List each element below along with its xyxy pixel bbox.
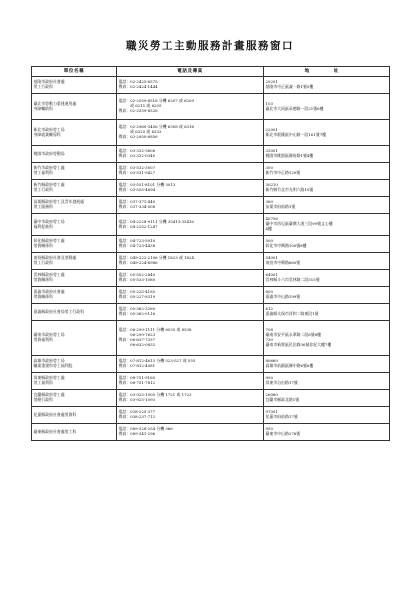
- phone-cell-line: 傳真：08-751-7812: [118, 380, 156, 385]
- phone-cell-line: 或 6211 或 6205: [118, 103, 162, 109]
- phone-cell-line: 傳真：06-637-7337: [118, 337, 156, 342]
- phone-cell-line: 電話：05-362-3280: [118, 306, 156, 312]
- phone-cell: [117, 77, 264, 94]
- table-row: [32, 270, 390, 287]
- address-cell-line: 20201: [265, 79, 278, 85]
- unit-cell: [32, 214, 117, 236]
- unit-cell-line: 新竹市政府勞工處: [33, 165, 65, 171]
- address-cell-line: 30210: [265, 182, 278, 188]
- unit-cell: [32, 163, 117, 180]
- address-cell-line: 950: [265, 426, 273, 432]
- unit-cell: [32, 304, 117, 321]
- unit-cell: [32, 253, 117, 270]
- unit-cell: [32, 180, 117, 197]
- unit-cell-line: 宜蘭縣政府勞工處: [33, 392, 65, 398]
- phone-cell-line: 傳真：03-555-4694: [118, 187, 156, 192]
- phone-cell: [117, 270, 264, 287]
- address-cell-line: 高雄市前鎮區縣中路6號6樓: [265, 363, 314, 368]
- table-row: [32, 373, 390, 390]
- address-cell-line: 臺北市大同區承德路一段21號6樓: [265, 105, 324, 111]
- address-cell-line: 708: [265, 327, 273, 333]
- unit-cell-line: 勞資關係科: [33, 277, 53, 282]
- table-row: [32, 163, 390, 180]
- phone-cell-line: 電話：04-723-5010: [118, 238, 156, 244]
- phone-cell-line: 電話：089-328-254 分機 366: [118, 426, 173, 432]
- unit-cell-line: 新北市政府勞工局: [33, 126, 65, 132]
- unit-cell-line: 高雄市政府勞工局: [33, 358, 65, 364]
- address-cell-line: 花蓮市府前路17號: [265, 414, 298, 419]
- phone-cell-line: 傳真：02-2950-6856: [118, 133, 158, 139]
- phone-cell-line: 傳真：03-531-9427: [118, 170, 156, 175]
- address-cell-line: 612: [265, 306, 273, 312]
- address-cell: [264, 424, 390, 441]
- unit-cell-line: 雲林縣政府勞工處: [33, 272, 65, 278]
- table-row: [32, 424, 390, 441]
- unit-cell-line: 屏東縣政府勞工處: [33, 375, 65, 381]
- unit-cell-line: 花蓮縣政府社會處勞資科: [33, 411, 77, 417]
- header-address: 地 址: [264, 67, 390, 77]
- table-row: [32, 390, 390, 407]
- address-cell-line: 嘉義市中山路199號: [265, 294, 301, 299]
- unit-cell-line: 勞資福利科: [33, 337, 53, 342]
- address-cell-line: 桃園市桃園區縣府路1號4樓: [265, 153, 314, 158]
- unit-cell: [32, 407, 117, 424]
- phone-cell-line: 電話：02-2425-6575: [118, 79, 158, 85]
- unit-cell-line: 嘉義縣政府社會局勞工行政科: [33, 308, 85, 314]
- unit-cell-line: 勞工行政科: [33, 84, 53, 89]
- address-cell: [264, 120, 390, 146]
- unit-cell-line: 勞工福利科: [33, 170, 53, 175]
- address-cell: [264, 373, 390, 390]
- unit-cell-line: 福利促進科: [33, 223, 53, 229]
- phone-cell-line: 傳真：03-925-1093: [118, 397, 156, 402]
- phone-cell-line: 電話：03-532-3007: [118, 165, 156, 171]
- phone-cell: [117, 390, 264, 407]
- address-cell-line: 64001: [265, 272, 278, 278]
- phone-cell: [117, 287, 264, 304]
- unit-cell: [32, 321, 117, 356]
- phone-cell: [117, 321, 264, 356]
- table-row: [32, 180, 390, 197]
- unit-cell-line: 基隆市政府社會處: [33, 79, 65, 85]
- phone-cell: [117, 304, 264, 321]
- phone-cell: [117, 424, 264, 441]
- unit-cell: [32, 94, 117, 120]
- phone-cell: [117, 356, 264, 373]
- phone-cell-line: 傳真：049-224-6986: [118, 260, 158, 265]
- address-cell-line: 宜蘭市縣政北路1號: [265, 397, 300, 402]
- address-cell-line: 97001: [265, 409, 278, 415]
- table-row: [32, 94, 390, 120]
- table-row: [32, 77, 390, 94]
- unit-cell-line: 身障輔助科: [33, 105, 53, 111]
- phone-cell-line: 電話：03-332-3606: [118, 148, 156, 154]
- address-cell-line: 500: [265, 238, 273, 244]
- address-cell-line: 臺南市新營區民治路36號非紀大樓7樓: [265, 341, 332, 347]
- address-cell-line: 新北市板橋區中山路一段161號7樓: [265, 131, 326, 137]
- phone-cell: [117, 214, 264, 236]
- address-cell-line: 雲林縣斗六市雲林路二段515號: [265, 277, 320, 282]
- phone-cell-line: 電話：05-552-2840: [118, 272, 156, 278]
- phone-cell-line: 或 6325 或 6333: [118, 129, 162, 135]
- address-cell-line: 新竹市中正路120號: [265, 170, 301, 175]
- phone-cell-line: 傳真：02-2559-8528: [118, 107, 158, 113]
- unit-cell-line: 臺北市勞動力重建運用處: [33, 100, 77, 106]
- address-cell-line: 嘉義縣太保市祥和二路東段1號: [265, 311, 319, 316]
- address-cell-line: 360: [265, 199, 273, 205]
- address-cell-line: 臺中市西屯區臺灣大道三段99號文心樓: [265, 221, 333, 227]
- address-cell: [264, 390, 390, 407]
- unit-cell-line: 桃園市政府勞動局: [33, 150, 65, 156]
- unit-cell-line: 勞工服務科: [33, 204, 53, 209]
- address-cell-line: 屏東市自由路17號: [265, 380, 298, 385]
- phone-cell-line: 電話：02-2960-3456 分機 6308 或 6316: [118, 124, 194, 130]
- unit-cell-line: 勞工行政科: [33, 187, 53, 192]
- unit-cell-line: 臺中市政府勞工局: [33, 218, 65, 224]
- address-cell: [264, 253, 390, 270]
- phone-cell-line: 電話：03-551-8101 分機 3013: [118, 182, 176, 188]
- phone-cell-line: 電話：06-299-1111 分機 8535 或 8538: [118, 327, 192, 333]
- address-cell-line: 730: [265, 337, 273, 342]
- phone-cell-line: 06-299-7623: [118, 332, 156, 338]
- unit-cell: [32, 146, 117, 163]
- table-row: [32, 146, 390, 163]
- address-cell: [264, 163, 390, 180]
- address-cell-line: 600: [265, 289, 273, 295]
- address-cell-line: 26060: [265, 392, 278, 398]
- address-cell-line: 臺南市安平區永華路二段6號8樓: [265, 332, 322, 338]
- table-row: [32, 407, 390, 424]
- table-row: [32, 253, 390, 270]
- header-unit: 單位名稱: [32, 67, 117, 77]
- phone-cell-line: 電話：049-222-2106 分機 1823 或 1824: [118, 255, 194, 261]
- phone-cell-line: 傳真：05-533-1080: [118, 277, 156, 282]
- phone-cell-line: 電話：05-225-4185: [118, 289, 156, 295]
- phone-cell-line: 電話：03-925-1000 分機 1721 或 1723: [118, 392, 192, 398]
- phone-cell-line: 電話：04-2228-9111 分機 35413-35416: [118, 218, 194, 224]
- address-cell-line: 80669: [265, 358, 278, 364]
- address-cell-line: 300: [265, 165, 273, 171]
- unit-cell: [32, 197, 117, 214]
- phone-cell-line: 電話：07-812-4613 分機 523-527 或 555: [118, 358, 196, 364]
- unit-cell: [32, 287, 117, 304]
- header-phone: 電話及傳真: [117, 67, 264, 77]
- service-contact-table: [31, 66, 390, 441]
- unit-cell-line: 勞工行政科: [33, 260, 53, 265]
- phone-cell-line: 電話：037-371-440: [118, 199, 156, 205]
- address-cell-line: 新竹縣竹北市光明六路10號: [265, 187, 314, 192]
- phone-cell: [117, 94, 264, 120]
- address-cell: [264, 407, 390, 424]
- unit-cell: [32, 77, 117, 94]
- unit-cell: [32, 424, 117, 441]
- address-cell-line: 彰化市中興路100號8樓: [265, 243, 307, 248]
- phone-cell-line: 傳真：05-362-0116: [118, 311, 156, 316]
- address-cell-line: 103: [265, 100, 273, 106]
- unit-cell-line: 勞資關係科: [33, 243, 53, 248]
- address-cell: [264, 77, 390, 94]
- address-cell: [264, 94, 390, 120]
- phone-cell-line: 電話：02-2559-8518 分機 6207 或 6209: [118, 98, 194, 104]
- phone-cell: [117, 120, 264, 146]
- phone-cell: [117, 373, 264, 390]
- unit-cell-line: 南投縣政府社會及勞動處: [33, 255, 77, 261]
- phone-cell-line: 傳真：04-2252-1247: [118, 223, 158, 229]
- address-cell-line: 22001: [265, 126, 278, 132]
- unit-cell-line: 臺東縣政府社會處勞工科: [33, 428, 77, 434]
- address-cell: [264, 180, 390, 197]
- table-row: [32, 214, 390, 236]
- unit-cell: [32, 120, 117, 146]
- address-cell-line: 40756: [265, 216, 278, 222]
- address-cell-line: 苗栗市府前路1號: [265, 204, 296, 209]
- address-cell-line: 臺東市中山路276號: [265, 431, 301, 436]
- address-cell-line: 基隆市中正區義一路1號5樓: [265, 84, 314, 89]
- address-cell: [264, 236, 390, 253]
- table-header-row: [32, 67, 390, 77]
- phone-cell: [117, 163, 264, 180]
- address-cell: [264, 321, 390, 356]
- address-cell-line: 33001: [265, 148, 278, 154]
- phone-cell: [117, 407, 264, 424]
- phone-cell: [117, 180, 264, 197]
- page-title: 職災勞工主動服務計畫服務窗口: [126, 40, 294, 52]
- unit-cell-line: 職業重建科勞工福利股: [33, 363, 73, 368]
- address-cell-line: 4樓: [265, 225, 272, 231]
- unit-cell-line: 新竹縣政府勞工處: [33, 182, 65, 188]
- phone-cell-line: 傳真：038-237-712: [118, 414, 156, 419]
- unit-cell-line: 苗栗縣政府勞工及青年發展處: [33, 199, 85, 205]
- phone-cell-line: 傳真：04-723-4438: [118, 243, 156, 248]
- address-cell: [264, 214, 390, 236]
- unit-cell: [32, 373, 117, 390]
- address-cell: [264, 304, 390, 321]
- table-row: [32, 236, 390, 253]
- unit-cell-line: 勞工福利科: [33, 380, 53, 385]
- phone-cell-line: 傳真：03-332-0340: [118, 153, 156, 158]
- phone-cell: [117, 253, 264, 270]
- phone-cell-line: 傳真：089-341-296: [118, 431, 156, 436]
- table-row: [32, 356, 390, 373]
- unit-cell-line: 臺南市政府勞工局: [33, 332, 65, 338]
- phone-cell-line: 傳真：07-812-4081: [118, 363, 156, 368]
- unit-cell-line: 身障就業輔導科: [33, 131, 61, 137]
- address-cell: [264, 197, 390, 214]
- phone-cell-line: 電話：08-751-9160: [118, 375, 156, 381]
- table-row: [32, 120, 390, 146]
- table-row: [32, 321, 390, 356]
- phone-cell-line: 傳真：05-227-8319: [118, 294, 156, 299]
- table-row: [32, 197, 390, 214]
- phone-cell-line: 傳真：02-2424-1444: [118, 84, 158, 89]
- address-cell: [264, 287, 390, 304]
- table-row: [32, 304, 390, 321]
- unit-cell: [32, 270, 117, 287]
- unit-cell-line: 嘉義市政府社會處: [33, 289, 65, 295]
- address-cell: [264, 270, 390, 287]
- phone-cell-line: 傳真：037-334-508: [118, 204, 156, 209]
- phone-cell-line: 電話：038-225-377: [118, 409, 156, 415]
- phone-cell-line: 06-632-0832: [118, 341, 156, 347]
- unit-cell-line: 彰化縣政府勞工處: [33, 238, 65, 244]
- phone-cell: [117, 197, 264, 214]
- address-cell-line: 54001: [265, 255, 278, 261]
- address-cell: [264, 146, 390, 163]
- address-cell-line: 南投市中興路660號: [265, 260, 301, 265]
- unit-cell: [32, 390, 117, 407]
- phone-cell: [117, 146, 264, 163]
- unit-cell: [32, 356, 117, 373]
- table-row: [32, 287, 390, 304]
- address-cell-line: 900: [265, 375, 273, 381]
- address-cell: [264, 356, 390, 373]
- unit-cell-line: 勞資關係科: [33, 294, 53, 299]
- unit-cell: [32, 236, 117, 253]
- phone-cell: [117, 236, 264, 253]
- unit-cell-line: 勞動行政科: [33, 397, 53, 402]
